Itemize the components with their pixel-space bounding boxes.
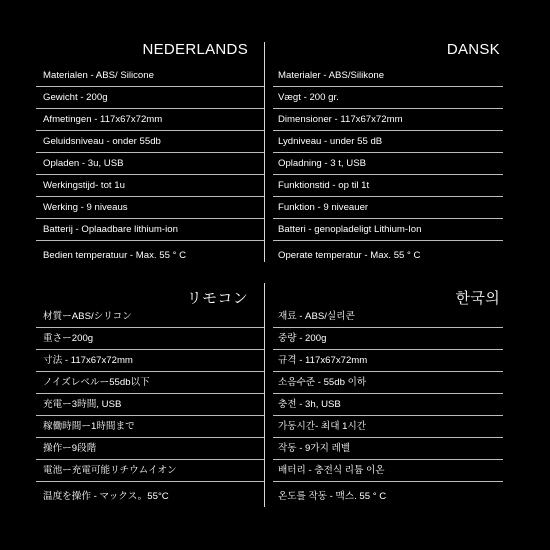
section-title-left: リモコン [186, 290, 248, 307]
spec-row-left: 温度を操作 - マックス。55°C [43, 491, 169, 502]
spec-row-right: 규격 - 117x67x72mm [278, 355, 368, 366]
spec-row-left: 操作ー9段階 [43, 443, 97, 454]
spec-row-right: 중량 - 200g [278, 333, 327, 344]
spec-row-right: Lydniveau - under 55 dB [278, 136, 383, 147]
spec-row-left: Afmetingen - 117x67x72mm [43, 114, 163, 125]
spec-row-right: Funktionstid - op til 1t [278, 180, 370, 191]
spec-row-left: Opladen - 3u, USB [43, 158, 124, 169]
spec-row-right: Dimensioner - 117x67x72mm [278, 114, 403, 125]
spec-row-right: Batteri - genopladeligt Lithium-Ion [278, 224, 422, 235]
spec-row-left: 充電ー3時間, USB [43, 399, 122, 410]
spec-row-right: 작동 - 9가지 레벨 [278, 443, 351, 454]
spec-row-left: 寸法 - 117x67x72mm [43, 355, 133, 366]
spec-row-left: Geluidsniveau - onder 55db [43, 136, 161, 147]
spec-row-left: Bedien temperatuur - Max. 55 ° C [43, 250, 187, 261]
spec-row-right: 충전 - 3h, USB [278, 399, 341, 410]
spec-row-left: Werking - 9 niveaus [43, 202, 128, 213]
spec-row-left: ノイズレベルー55db以下 [43, 377, 150, 388]
spec-row-left: Gewicht - 200g [43, 92, 108, 103]
spec-row-right: Materialer - ABS/Silikone [278, 70, 385, 81]
spec-row-right: 소음수준 - 55db 이하 [278, 377, 367, 388]
spec-row-left: 電池ー充電可能リチウムイオン [43, 465, 177, 476]
section-title-right: 한국의 [455, 290, 500, 307]
spec-row-left: Werkingstijd- tot 1u [43, 180, 125, 191]
spec-row-left: 重さー200g [43, 333, 94, 344]
spec-row-left: 稼働時間ー1時間まで [43, 421, 135, 432]
spec-row-right: Vægt - 200 gr. [278, 92, 339, 103]
section-title-right: DANSK [446, 41, 500, 58]
spec-row-right: Opladning - 3 t, USB [278, 158, 366, 169]
spec-row-right: 재료 - ABS/실리콘 [278, 311, 355, 322]
spec-row-left: Batterij - Oplaadbare lithium-ion [43, 224, 178, 235]
spec-row-right: Operate temperatur - Max. 55 ° C [278, 250, 421, 261]
spec-row-right: 가동시간- 최대 1시간 [278, 421, 367, 432]
column-divider [264, 283, 265, 507]
spec-row-right: Funktion - 9 niveauer [278, 202, 369, 213]
spec-row-left: Materialen - ABS/ Silicone [43, 70, 154, 81]
spec-row-right: 배터리 - 충전식 리튬 이온 [278, 465, 385, 476]
spec-row-right: 온도를 작동 - 맥스. 55 ° C [278, 491, 387, 502]
spec-row-left: 材質ーABS/シリコン [43, 311, 132, 322]
column-divider [264, 42, 265, 262]
section-title-left: NEDERLANDS [142, 41, 248, 58]
